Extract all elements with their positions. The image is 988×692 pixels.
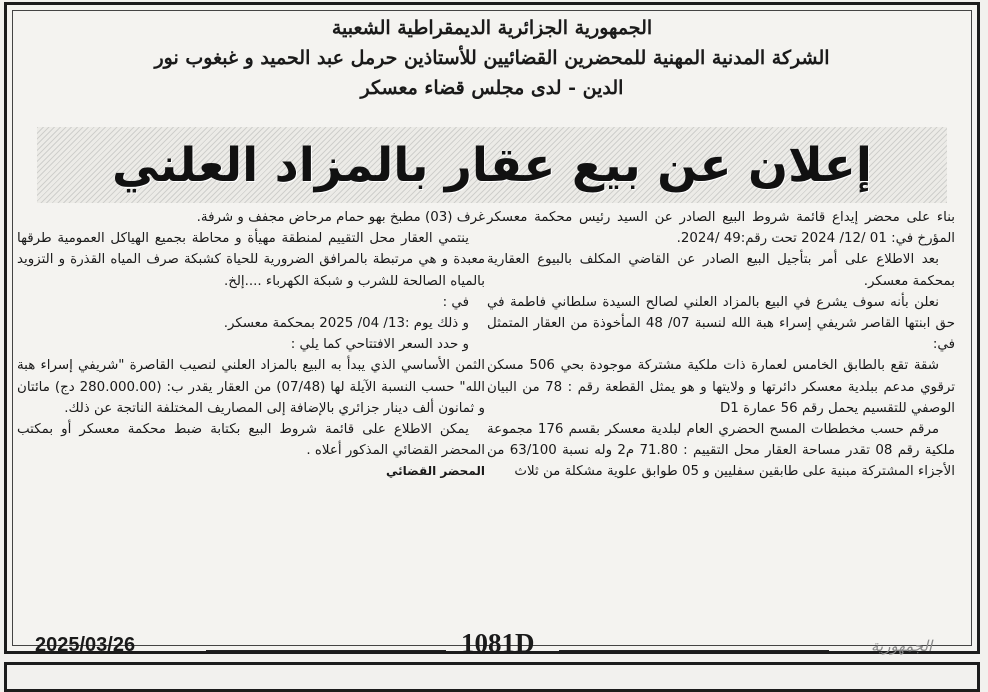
footer-rule	[559, 650, 829, 651]
paragraph: الثمن الأساسي الذي يبدأ به البيع بالمزاد العلني لنصيب القاصرة "شريفي إسراء هبة الله" حسب النسبة الآيلة لها (07/48) من العقار يقدر ب: (280.000.00 دج) مائتان و ثمانون ألف دينار جزائري بالإضافة إلى المصاريف المختلفة الناتجة عن ذلك.	[17, 358, 485, 416]
right-column	[487, 207, 955, 483]
publication-date: 2025/03/26	[35, 634, 136, 656]
title-banner	[37, 127, 947, 203]
paragraph: ينتمي العقار محل التقييم لمنطقة مهيأة و محاطة بجميع الهياكل العمومية طرقها معبدة و هي مرتبطة بالمرافق الضرورية للحياة كشبكة صرف المياه القذرة و التزويد بالمياه الصالحة للشرب و شبكة الكهرباء ....إلخ.	[17, 231, 485, 289]
paragraph: و ذلك يوم :13/ 04/ 2025 بمحكمة معسكر.	[223, 316, 469, 332]
header-line-1: الجمهورية الجزائرية الديمقراطية الشعبية	[331, 17, 653, 39]
paragraph: مرقم حسب مخططات المسح الحضري العام لبلدية معسكر بقسم 176 مجموعة ملكية رقم 08 تقدر مساحة العقار محل التقييم : 71.80 م2 وله نسبة 63/100 من الأجزاء المشتركة مبنية على طابقين سفليين و 05 طوابق علوية مشكلة من ثلاث	[487, 422, 956, 480]
footer-rule	[206, 650, 446, 651]
newspaper-logo: الجمهورية	[871, 637, 933, 655]
paragraph: بعد الاطلاع على أمر بتأجيل البيع الصادر عن القاضي المكلف بالبيوع العقارية بمحكمة معسكر.	[487, 252, 955, 289]
header-line-3: الدين - لدى مجلس قضاء معسكر	[360, 77, 624, 99]
notice-footer	[21, 629, 963, 659]
signature: المحضر القضائي	[385, 464, 485, 479]
paragraph: بناء على محضر إيداع قائمة شروط البيع الصادر عن السيد رئيس محكمة معسكر المؤرخ في: 01 /12/ 2024 تحت رقم:49 /2024.	[487, 210, 955, 247]
paragraph: و حدد السعر الافتتاحي كما يلي :	[290, 337, 469, 353]
header-line-2: الشركة المدنية المهنية للمحضرين القضائيين للأستاذين حرمل عبد الحميد و غبغوب نور	[154, 47, 830, 69]
paragraph: نعلن بأنه سوف يشرع في البيع بالمزاد العلني لصالح السيدة سلطاني فاطمة في حق ابنتها القاصر شريفي إسراء هبة الله لنسبة 07/ 48 المأخوذة من العقار المتمثل في:	[487, 294, 955, 353]
paragraph: غرف (03) مطبخ بهو حمام مرحاض مجفف و شرفة.	[196, 210, 485, 225]
next-notice-frame	[4, 662, 980, 692]
paragraph: شقة تقع بالطابق الخامس لعمارة ذات ملكية مشتركة موجودة بحي 506 مسكن ترقوي مدعم ببلدية معسكر دائرتها و ولايتها و هو يمثل القطعة رقم : 78 من البيان الوصفي للتقسيم يحمل رقم 56 عمارة D1	[487, 358, 955, 416]
paragraph: في :	[442, 294, 469, 310]
notice-frame	[4, 2, 980, 658]
left-column	[17, 207, 485, 480]
reference-number: 1081D	[461, 628, 535, 658]
paragraph: يمكن الاطلاع على قائمة شروط البيع بكتابة ضبط محكمة معسكر أو بمكتب المحضر القضائي المذكور أعلاه .	[17, 422, 485, 459]
notice-header	[7, 13, 977, 103]
notice-title: إعلان عن بيع عقار بالمزاد العلني	[112, 137, 872, 193]
